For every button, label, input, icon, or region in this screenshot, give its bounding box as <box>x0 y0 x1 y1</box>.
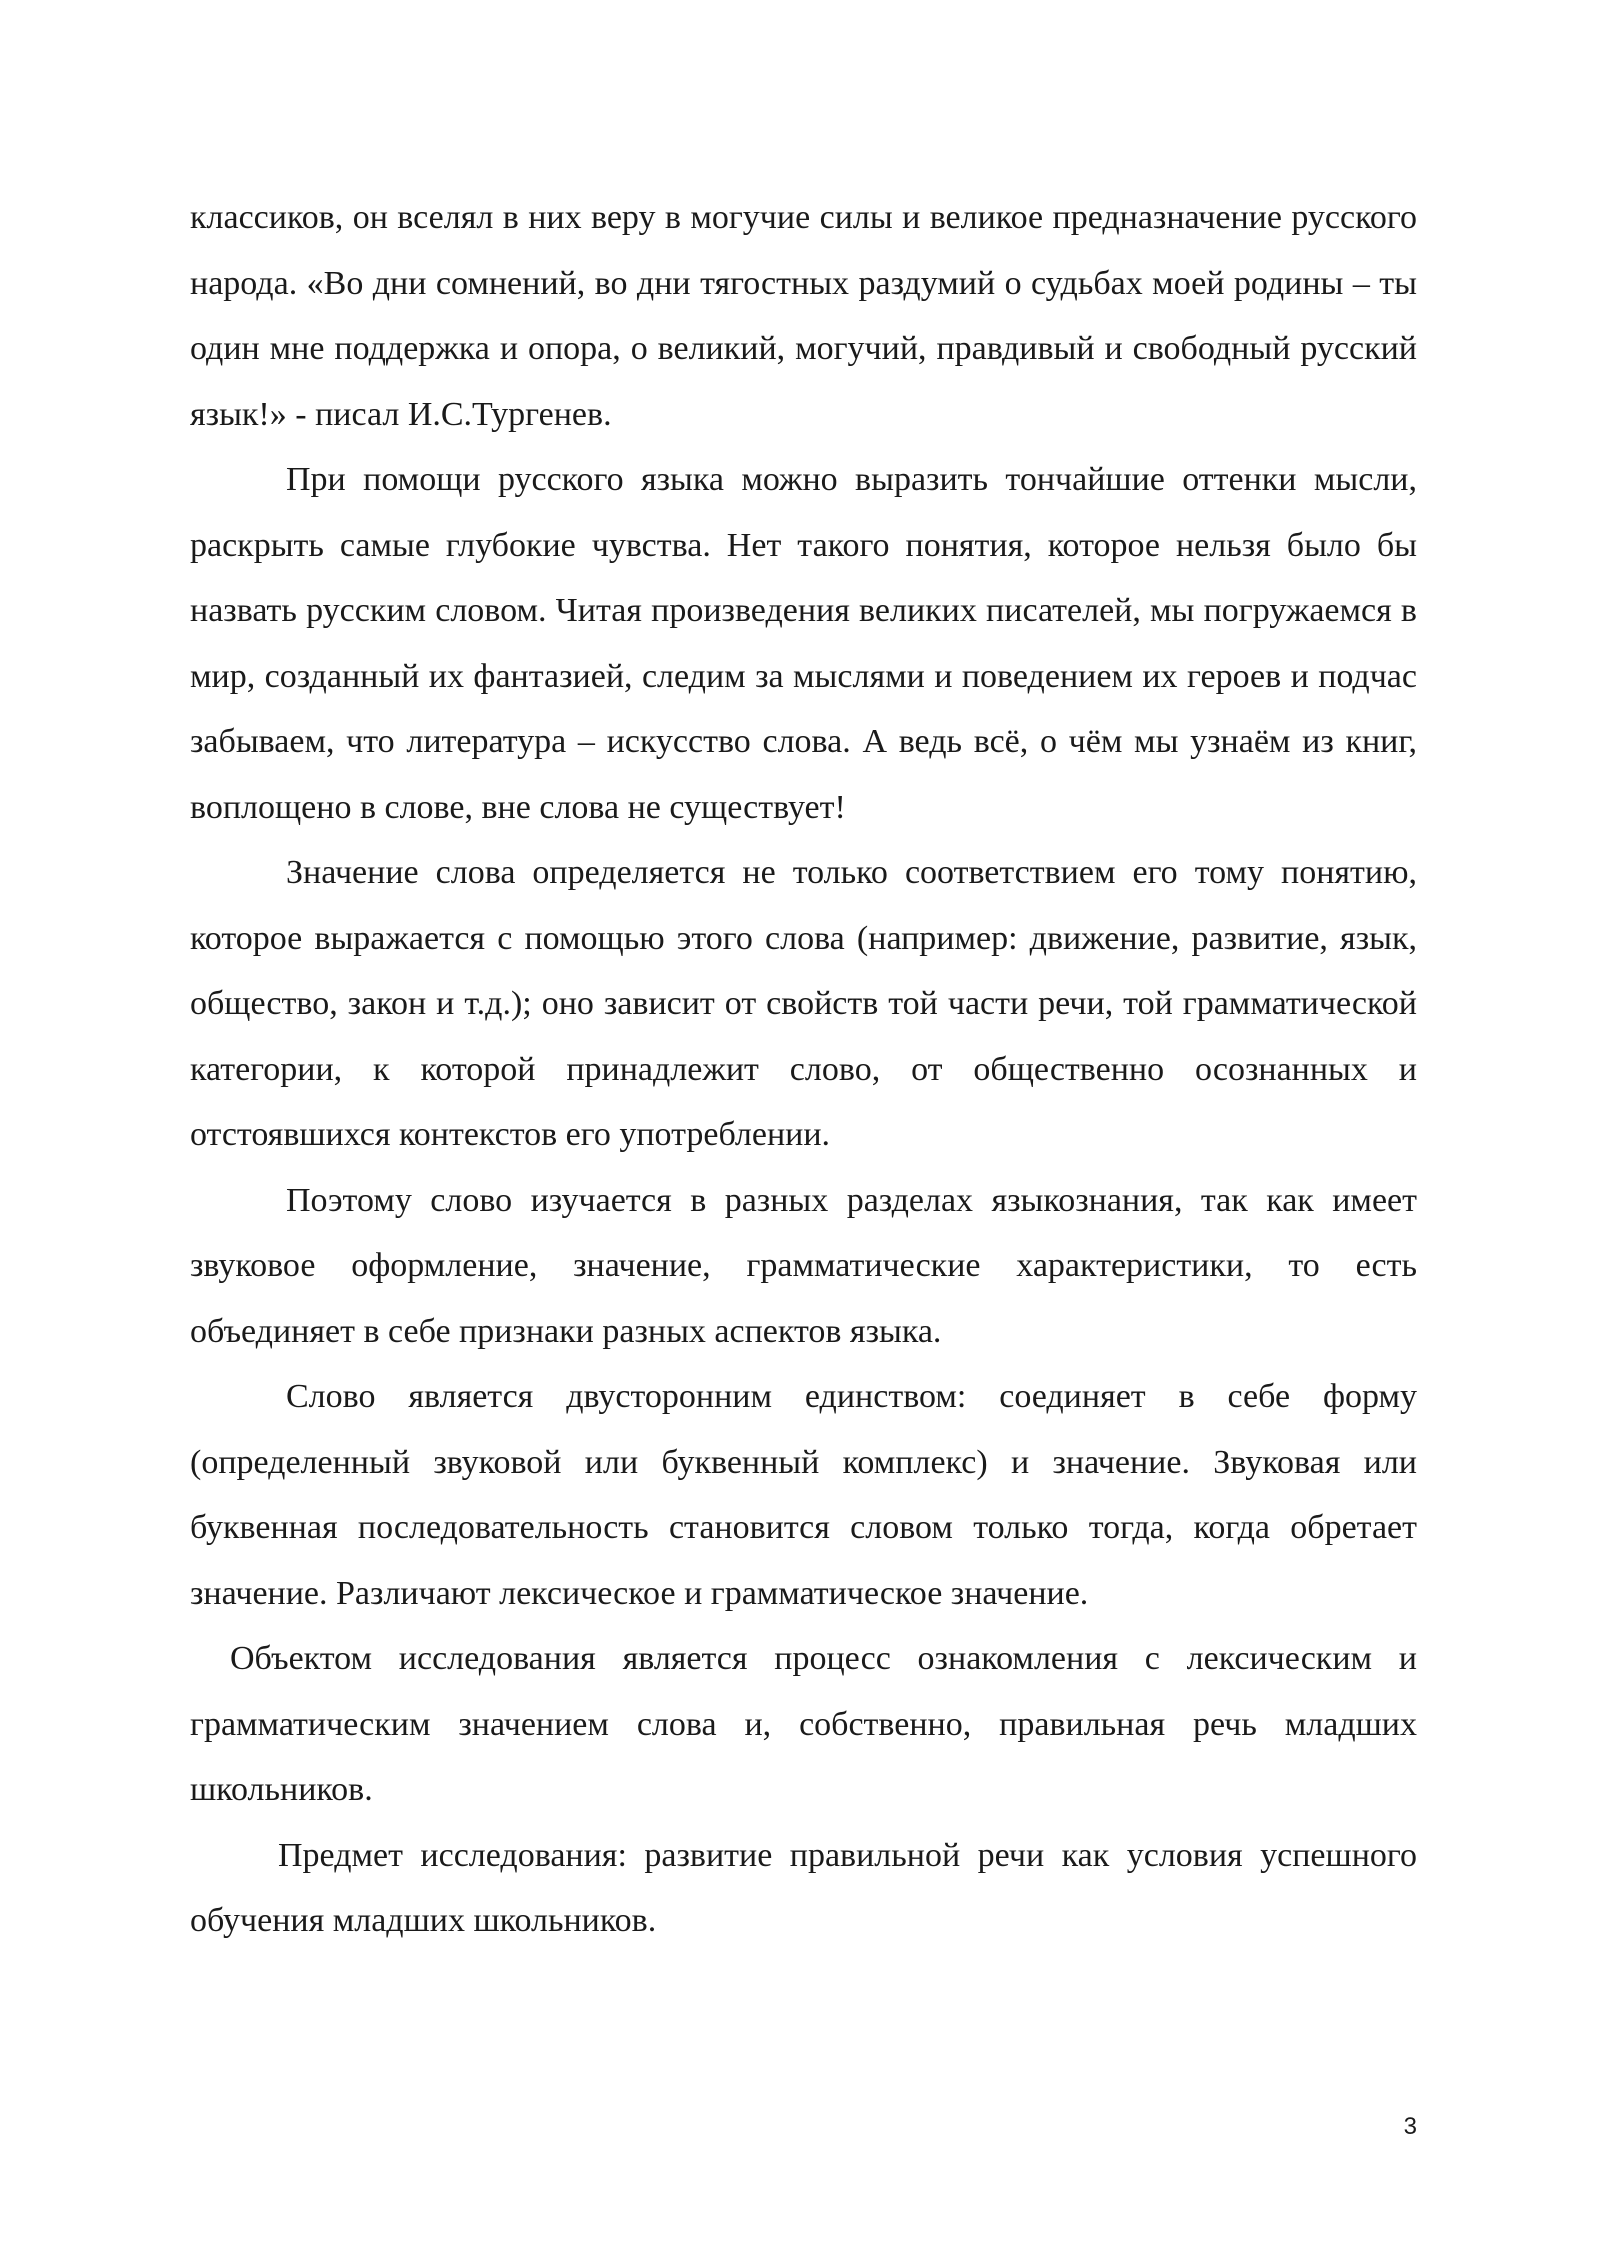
paragraph-research-subject: Предмет исследования: развитие правильной речи как условия успешного обучения младших школьников. <box>190 1836 1417 1939</box>
page-number: 3 <box>1403 2113 1417 2140</box>
paragraph-continuation: классиков, он вселял в них веру в могучие силы и великое предназначение русского народа. «Во дни сомнений, во дни тягостных раздумий о судьбах моей родины – ты один мне поддержка и опора, о великий, могучий, правдивый и свободный русский язык!» - писал И.С.Тургенев. <box>190 199 1417 433</box>
document-body <box>190 185 1417 1954</box>
paragraph-linguistics: Поэтому слово изучается в разных разделах языкознания, так как имеет звуковое оформление, значение, грамматические характеристики, то есть объединяет в себе признаки разных аспектов языка. <box>190 1181 1417 1350</box>
paragraph-word-meaning: Значение слова определяется не только соответствием его тому понятию, которое выражается с помощью этого слова (например: движение, развитие, язык, общество, закон и т.д.); оно зависит от свойств той части речи, той грамматической категории, к которой принадлежит слово, от общественно осознанных и отстоявшихся контекстов его употреблении. <box>190 854 1417 1153</box>
paragraph-research-object: Объектом исследования является процесс ознакомления с лексическим и грамматическим значением слова и, собственно, правильная речь младших школьников. <box>190 1640 1417 1808</box>
paragraph-russian-language: При помощи русского языка можно выразить тончайшие оттенки мысли, раскрыть самые глубокие чувства. Нет такого понятия, которое нельзя было бы назвать русским словом. Читая произведения великих писателей, мы погружаемся в мир, созданный их фантазией, следим за мыслями и поведением их героев и подчас забываем, что литература – искусство слова. А ведь всё, о чём мы узнаём из книг, воплощено в слове, вне слова не существует! <box>190 461 1417 826</box>
paragraph-word-unity: Слово является двусторонним единством: соединяет в себе форму (определенный звуковой или буквенный комплекс) и значение. Звуковая или буквенная последовательность становится словом только тогда, когда обретает значение. Различают лексическое и грамматическое значение. <box>190 1378 1417 1612</box>
